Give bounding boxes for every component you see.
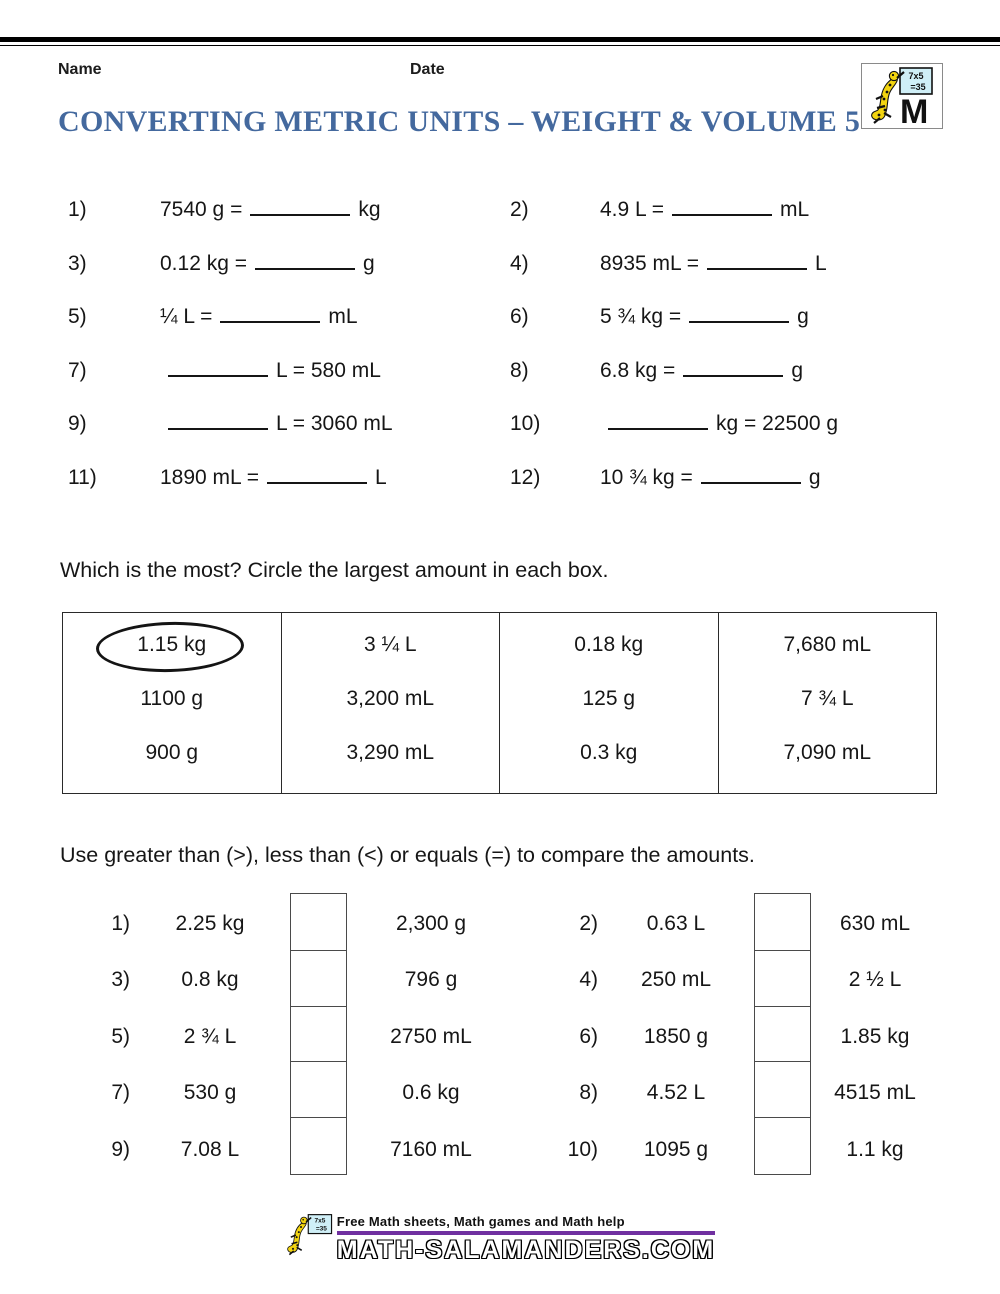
compare-left-amount: 4.52 L: [646, 1081, 706, 1104]
amount-option[interactable]: 7 ¾ L: [800, 687, 854, 710]
problem-number: 10): [567, 1138, 598, 1161]
most-instruction: Which is the most? Circle the largest amount in each box.: [60, 558, 609, 582]
math-salamanders-logo-icon: [285, 1212, 333, 1258]
most-box-3: [499, 613, 718, 793]
problem-prefix: 1890 mL =: [160, 466, 260, 489]
conversion-row: [0, 464, 1000, 494]
answer-blank[interactable]: [168, 425, 268, 430]
conversion-problem: [160, 250, 375, 278]
problem-number: 11): [68, 466, 97, 489]
footer-underline: [337, 1231, 715, 1235]
answer-blank[interactable]: [689, 318, 789, 323]
problem-number: 3): [68, 252, 87, 275]
conversion-problem: [600, 410, 838, 438]
compare-left-amount: 7.08 L: [180, 1138, 240, 1161]
problem-suffix: g: [797, 305, 809, 328]
compare-left-amount: 530 g: [183, 1081, 237, 1104]
footer-logo: [0, 1212, 1000, 1265]
conversion-row: [0, 357, 1000, 387]
compare-left-amount: 250 mL: [640, 968, 712, 991]
answer-blank[interactable]: [608, 425, 708, 430]
answer-blank[interactable]: [267, 479, 367, 484]
conversion-problem: [600, 357, 803, 385]
problem-suffix: kg = 22500 g: [716, 412, 839, 435]
problem-number: 4): [579, 968, 598, 991]
problem-prefix: 4.9 L =: [600, 198, 665, 221]
problem-number: 6): [510, 305, 529, 328]
compare-row: [0, 1079, 1000, 1109]
compare-right-amount: 2,300 g: [395, 912, 467, 935]
compare-left-amount: 2 ¾ L: [183, 1025, 237, 1048]
problem-prefix: 0.12 kg =: [160, 252, 247, 275]
problem-prefix: ¼ L =: [160, 305, 213, 328]
amount-option[interactable]: 125 g: [582, 687, 636, 710]
amount-option[interactable]: 1.15 kg: [137, 633, 207, 656]
problem-suffix: kg: [358, 198, 381, 221]
problem-number: 8): [579, 1081, 598, 1104]
header-rule-thin: [0, 45, 1000, 46]
answer-blank[interactable]: [255, 265, 355, 270]
problem-suffix: L = 3060 mL: [276, 412, 393, 435]
problem-prefix: 5 ¾ kg =: [600, 305, 682, 328]
problem-suffix: L = 580 mL: [276, 359, 381, 382]
compare-row: [0, 1023, 1000, 1053]
amount-option[interactable]: 0.18 kg: [574, 633, 644, 656]
compare-row: [0, 910, 1000, 940]
conversion-row: [0, 196, 1000, 226]
problem-suffix: mL: [328, 305, 358, 328]
amount-option[interactable]: 3 ¼ L: [363, 633, 417, 656]
problem-prefix: 6.8 kg =: [600, 359, 676, 382]
amount-option[interactable]: 7,680 mL: [783, 633, 872, 656]
answer-blank[interactable]: [701, 479, 801, 484]
problem-number: 7): [68, 359, 87, 382]
footer-text: [337, 1212, 715, 1265]
problem-suffix: mL: [780, 198, 810, 221]
compare-left-amount: 2.25 kg: [175, 912, 245, 935]
date-label: Date: [410, 61, 445, 78]
conversion-problem: [160, 357, 381, 385]
most-box-4: [718, 613, 937, 793]
amount-option[interactable]: 3,290 mL: [346, 741, 435, 764]
conversion-row: [0, 410, 1000, 440]
conversion-problem: [160, 464, 387, 492]
conversion-problem: [160, 410, 393, 438]
problem-number: 6): [579, 1025, 598, 1048]
problem-number: 5): [68, 305, 87, 328]
problem-number: 9): [68, 412, 87, 435]
answer-blank[interactable]: [250, 211, 350, 216]
problem-number: 8): [510, 359, 529, 382]
compare-right-amount: 1.1 kg: [846, 1138, 904, 1161]
problem-suffix: g: [791, 359, 803, 382]
problem-number: 4): [510, 252, 529, 275]
conversion-problem: [600, 196, 809, 224]
conversion-problem: [600, 464, 821, 492]
amount-option[interactable]: 1100 g: [140, 687, 204, 710]
name-label: Name: [58, 61, 102, 78]
footer-site-wordmark: MATH-SALAMANDERS.COM: [336, 1235, 716, 1264]
problem-number: 3): [111, 968, 130, 991]
compare-right-amount: 4515 mL: [834, 1081, 916, 1104]
compare-left-amount: 1850 g: [643, 1025, 709, 1048]
m-letter-icon: M: [900, 93, 929, 126]
compare-left-amount: 0.63 L: [646, 912, 706, 935]
answer-blank[interactable]: [220, 318, 320, 323]
amount-option[interactable]: 7,090 mL: [783, 741, 872, 764]
answer-blank[interactable]: [672, 211, 772, 216]
compare-right-amount: 2750 mL: [390, 1025, 472, 1048]
conversion-problem: [160, 196, 381, 224]
problem-number: 7): [111, 1081, 130, 1104]
compare-right-amount: 7160 mL: [390, 1138, 472, 1161]
most-box-2: [281, 613, 500, 793]
amount-option[interactable]: 0.3 kg: [580, 741, 638, 764]
conversion-problem: [600, 250, 827, 278]
problem-suffix: L: [815, 252, 827, 275]
compare-right-amount: 2 ½ L: [848, 968, 902, 991]
page-title: CONVERTING METRIC UNITS – WEIGHT & VOLUME 5: [58, 105, 861, 138]
problem-number: 1): [68, 198, 87, 221]
amount-option[interactable]: 3,200 mL: [346, 687, 435, 710]
compare-right-amount: 630 mL: [839, 912, 911, 935]
conversion-row: [0, 250, 1000, 280]
problem-number: 2): [579, 912, 598, 935]
problem-suffix: g: [808, 466, 821, 489]
answer-blank[interactable]: [683, 372, 783, 377]
problem-number: 12): [510, 466, 541, 489]
conversion-problem: [600, 303, 809, 331]
compare-left-amount: 0.8 kg: [181, 968, 239, 991]
amount-option[interactable]: 900 g: [145, 741, 199, 764]
compare-right-amount: 796 g: [404, 968, 458, 991]
answer-blank[interactable]: [168, 372, 268, 377]
problem-prefix: 10 ¾ kg =: [600, 466, 693, 489]
compare-right-amount: 1.85 kg: [840, 1025, 910, 1048]
problem-number: 1): [111, 912, 130, 935]
compare-instruction: Use greater than (>), less than (<) or equals (=) to compare the amounts.: [60, 843, 755, 867]
problem-number: 2): [510, 198, 529, 221]
conversion-problem: [160, 303, 358, 331]
compare-row: [0, 966, 1000, 996]
compare-left-amount: 1095 g: [643, 1138, 709, 1161]
compare-right-amount: 0.6 kg: [402, 1081, 460, 1104]
problem-suffix: g: [362, 252, 375, 275]
conversion-row: [0, 303, 1000, 333]
compare-row: [0, 1136, 1000, 1166]
problem-number: 10): [510, 412, 541, 435]
answer-blank[interactable]: [707, 265, 807, 270]
problem-prefix: 8935 mL =: [600, 252, 700, 275]
footer-tagline: Free Math sheets, Math games and Math help: [336, 1214, 625, 1229]
problem-number: 5): [111, 1025, 130, 1048]
header-rule-thick: [0, 37, 1000, 42]
problem-number: 9): [111, 1138, 130, 1161]
problem-suffix: L: [375, 466, 387, 489]
problem-prefix: 7540 g =: [160, 198, 243, 221]
circle-largest-table: [62, 612, 937, 794]
